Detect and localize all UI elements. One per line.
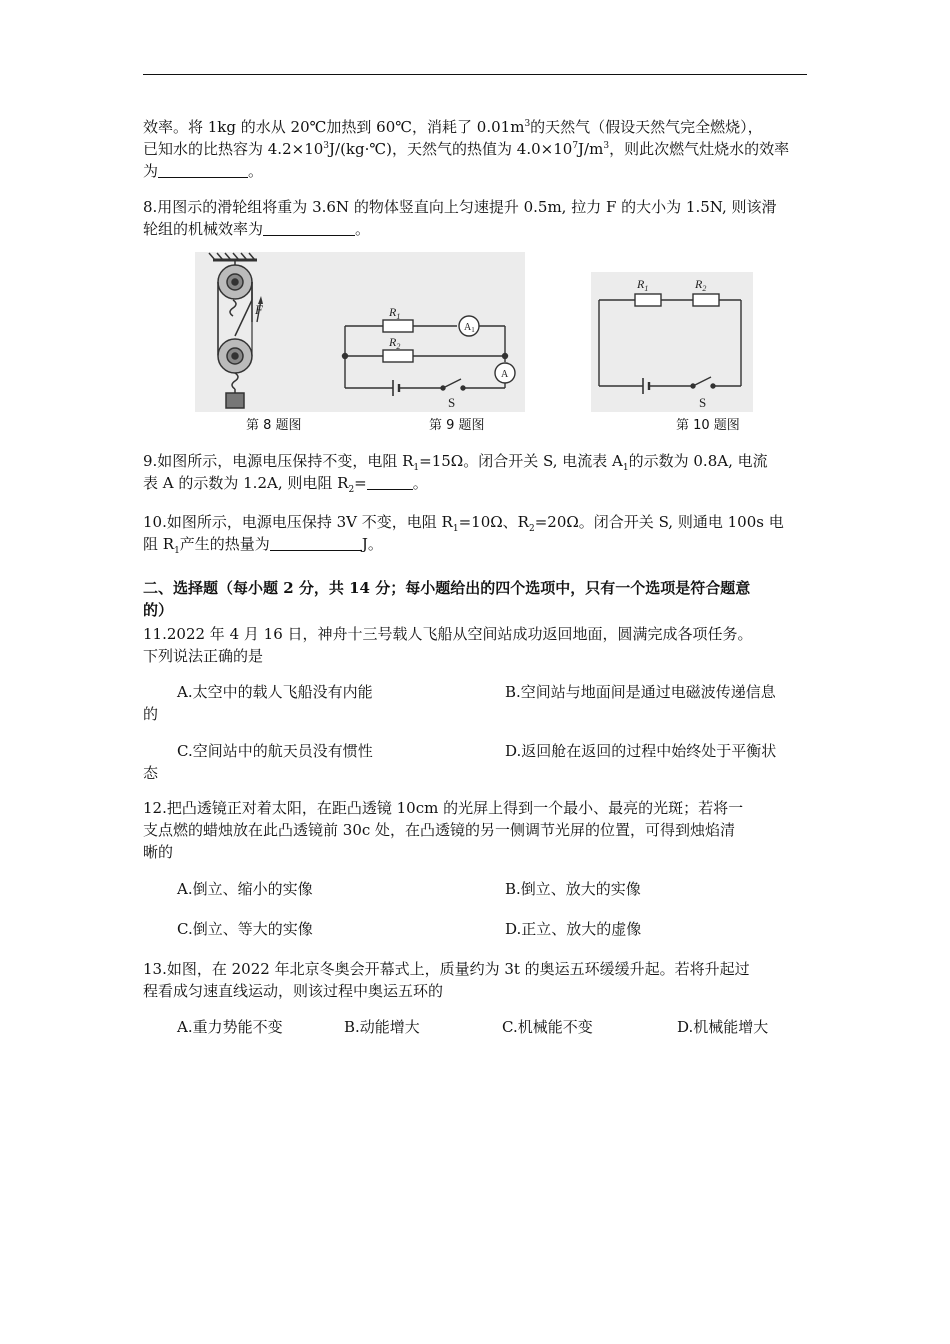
section-2-heading <box>143 577 807 621</box>
question-13-stem <box>143 958 807 1002</box>
a1-label: $A_1$ <box>464 322 475 334</box>
text-line: 轮组的机械效率为 。 <box>143 220 371 238</box>
text-line: 程看成匀速直线运动，则该过程中奥运五环的 <box>143 982 444 1000</box>
switch-label: S <box>699 395 707 410</box>
figure-8-caption: 第 8 题图 <box>246 418 302 433</box>
figure-9-caption: 第 9 题图 <box>429 418 485 433</box>
answer-blank[interactable] <box>367 475 413 490</box>
text-line: 12.把凸透镜正对着太阳，在距凸透镜 10cm 的光屏上得到一个最小、最亮的光斑；若将一 <box>143 799 744 817</box>
q11-option-b-wrap: 的 <box>143 705 159 723</box>
q12-option-d[interactable]: D.正立、放大的虚像 <box>505 920 642 938</box>
r2-label: $R_2$ <box>389 335 401 351</box>
answer-blank[interactable] <box>270 536 362 551</box>
r2-label: $R_2$ <box>695 277 707 293</box>
text-line: 二、选择题（每小题 2 分，共 14 分；每小题给出的四个选项中，只有一个选项是符合题意 <box>143 579 751 597</box>
header-rule <box>143 74 807 75</box>
q11-option-c[interactable]: C.空间站中的航天员没有惯性 <box>177 742 373 760</box>
resistor-r2 <box>383 350 413 362</box>
r1-label: $R_1$ <box>637 277 649 293</box>
q11-option-d[interactable]: D.返回舱在返回的过程中始终处于平衡状 <box>505 742 777 760</box>
force-label: F <box>255 302 263 317</box>
q12-option-c[interactable]: C.倒立、等大的实像 <box>177 920 313 938</box>
text-line: 已知水的比热容为 $4.2\times 10^3J/(kg\cdot℃)$，天然气的热值为 $4.0\times 10^7J/m^3$，则此次燃气灶烧水的效率 <box>143 140 790 158</box>
resistor-r1 <box>635 294 661 306</box>
text-line: 为 。 <box>143 162 264 180</box>
question-8 <box>143 196 807 240</box>
resistor-r1 <box>383 320 413 332</box>
q11-option-a[interactable]: A.太空中的载人飞船没有内能 <box>177 683 373 701</box>
text-line: 效率。将 1kg 的水从 20℃加热到 60℃，消耗了 $0.01m^3$的天然气（假设天然气完全燃烧）， <box>143 118 763 136</box>
q13-option-d[interactable]: D.机械能增大 <box>677 1018 769 1036</box>
question-9 <box>143 450 807 494</box>
question-7-continuation <box>143 116 807 182</box>
answer-blank[interactable] <box>158 163 248 178</box>
q12-option-b[interactable]: B.倒立、放大的实像 <box>505 880 641 898</box>
question-12-stem <box>143 797 807 863</box>
q11-option-b[interactable]: B.空间站与地面间是通过电磁波传递信息 <box>505 683 776 701</box>
text-line: 10.如图所示，电源电压保持 3V 不变，电阻 $R_1=10\Omega$、$R_2=20\Omega$。闭合开关 S, 则通电 100s 电 <box>143 513 784 534</box>
r1-label: $R_1$ <box>389 305 401 321</box>
text-line: 的） <box>143 601 174 619</box>
text-line: 下列说法正确的是 <box>143 647 264 665</box>
text-line: 支点燃的蜡烛放在此凸透镜前 30c 处，在凸透镜的另一侧调节光屏的位置，可得到烛焰清 <box>143 821 736 839</box>
resistor-r2 <box>693 294 719 306</box>
figure-8-9-panel <box>195 252 525 412</box>
question-11-stem <box>143 623 807 667</box>
q11-option-d-wrap: 态 <box>143 764 159 782</box>
q13-option-c[interactable]: C.机械能不变 <box>502 1018 593 1036</box>
q13-option-b[interactable]: B.动能增大 <box>344 1018 420 1036</box>
text-line: 9.如图所示，电源电压保持不变，电阻 $R_1=15\Omega$。闭合开关 S, 电流表 $A_1$的示数为 0.8A, 电流 <box>143 452 768 473</box>
text-line: 13.如图，在 2022 年北京冬奥会开幕式上，质量约为 3t 的奥运五环缓缓升起。若将升起过 <box>143 960 750 978</box>
question-10 <box>143 511 807 555</box>
q12-option-a[interactable]: A.倒立、缩小的实像 <box>177 880 313 898</box>
figure-10-caption: 第 10 题图 <box>676 418 740 433</box>
text-line: 阻 $R_1$产生的热量为 J。 <box>143 535 383 556</box>
figure-10-series-circuit <box>591 272 753 412</box>
text-line: 11.2022 年 4 月 16 日，神舟十三号载人飞船从空间站成功返回地面，圆满完成各项任务。 <box>143 625 753 643</box>
a-label: A <box>501 369 509 380</box>
q13-option-a[interactable]: A.重力势能不变 <box>177 1018 283 1036</box>
switch-label: S <box>448 395 456 410</box>
text-line: 8.用图示的滑轮组将重为 3.6N 的物体竖直向上匀速提升 0.5m, 拉力 F 的大小为 1.5N, 则该滑 <box>143 198 777 216</box>
answer-blank[interactable] <box>263 221 355 236</box>
text-line: 表 A 的示数为 1.2A, 则电阻 $R_2=$ 。 <box>143 474 428 495</box>
text-line: 晰的 <box>143 843 174 861</box>
